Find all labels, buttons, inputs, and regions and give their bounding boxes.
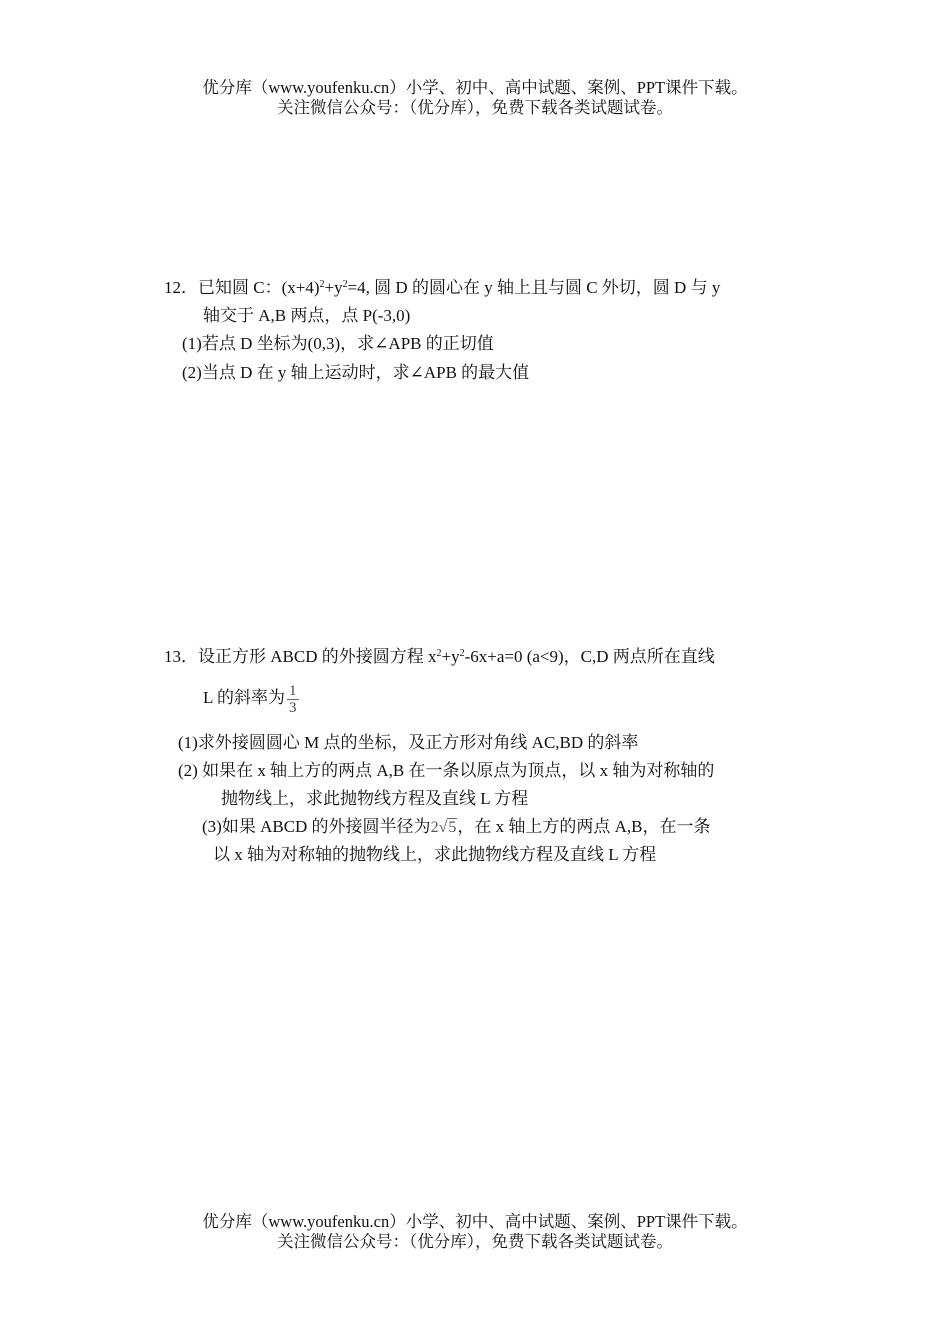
q13-number: 13． bbox=[164, 647, 198, 666]
q12-number: 12． bbox=[164, 278, 198, 297]
footer-line-2: 关注微信公众号：（优分库），免费下载各类试题试卷。 bbox=[277, 1232, 673, 1251]
q12-part-1: (1)若点 D 坐标为(0,3)，求∠APB 的正切值 bbox=[182, 334, 494, 353]
q13-text-a: 设正方形 ABCD 的外接圆方程 x bbox=[198, 647, 437, 666]
q12-exp-1: 2 bbox=[319, 279, 325, 290]
page-footer bbox=[0, 1212, 950, 1252]
fraction-numerator: 1 bbox=[289, 682, 297, 699]
q13-part-3-text-a: (3)如果 ABCD 的外接圆半径为 bbox=[202, 817, 431, 836]
sqrt-coefficient: 2 bbox=[430, 819, 439, 836]
q12-text-a: 已知圆 C：(x+4) bbox=[198, 278, 320, 297]
q12-text-b: +y bbox=[324, 278, 343, 297]
q13-part-3-line-1 bbox=[202, 815, 710, 840]
q13-exp-2: 2 bbox=[459, 648, 465, 659]
q13-slope-label: L 的斜率为 bbox=[203, 688, 286, 707]
sqrt-symbol: √ bbox=[438, 819, 448, 836]
footer-line-1: 优分库（www.youfenku.cn）小学、初中、高中试题、案例、PPT课件下载。 bbox=[202, 1212, 748, 1231]
q12-text-c: =4, 圆 D 的圆心在 y 轴上且与圆 C 外切，圆 D 与 y bbox=[347, 278, 721, 297]
q13-text-c: -6x+a=0 (a<9)，C,D 两点所在直线 bbox=[464, 647, 715, 666]
q13-text-b: +y bbox=[441, 647, 460, 666]
header-line-1: 优分库（www.youfenku.cn）小学、初中、高中试题、案例、PPT课件下载。 bbox=[202, 78, 748, 97]
q12-exp-2: 2 bbox=[342, 279, 348, 290]
q13-line-1 bbox=[164, 645, 715, 669]
q13-exp-1: 2 bbox=[436, 648, 442, 659]
header-line-2: 关注微信公众号：（优分库），免费下载各类试题试卷。 bbox=[277, 98, 673, 117]
radius-sqrt-expression bbox=[431, 818, 458, 836]
q13-part-1: (1)求外接圆圆心 M 点的坐标，及正方形对角线 AC,BD 的斜率 bbox=[178, 733, 639, 752]
page-header bbox=[0, 78, 950, 118]
sqrt-radicand: 5 bbox=[448, 819, 457, 836]
q12-line-2: 轴交于 A,B 两点，点 P(-3,0) bbox=[203, 306, 411, 325]
q12-line-1 bbox=[164, 276, 720, 300]
q13-part-2-line-2: 抛物线上，求此抛物线方程及直线 L 方程 bbox=[221, 789, 529, 808]
q13-part-2-line-1: (2) 如果在 x 轴上方的两点 A,B 在一条以原点为顶点，以 x 轴为对称轴的 bbox=[178, 761, 715, 780]
q13-part-3-text-b: ，在 x 轴上方的两点 A,B，在一条 bbox=[457, 817, 711, 836]
q12-part-2: (2)当点 D 在 y 轴上运动时，求∠APB 的最大值 bbox=[182, 363, 530, 382]
q13-slope-fraction bbox=[287, 683, 299, 716]
fraction-denominator: 3 bbox=[289, 699, 297, 716]
q13-part-3-line-2: 以 x 轴为对称轴的抛物线上，求此抛物线方程及直线 L 方程 bbox=[213, 845, 657, 864]
q13-line-2 bbox=[203, 678, 299, 718]
